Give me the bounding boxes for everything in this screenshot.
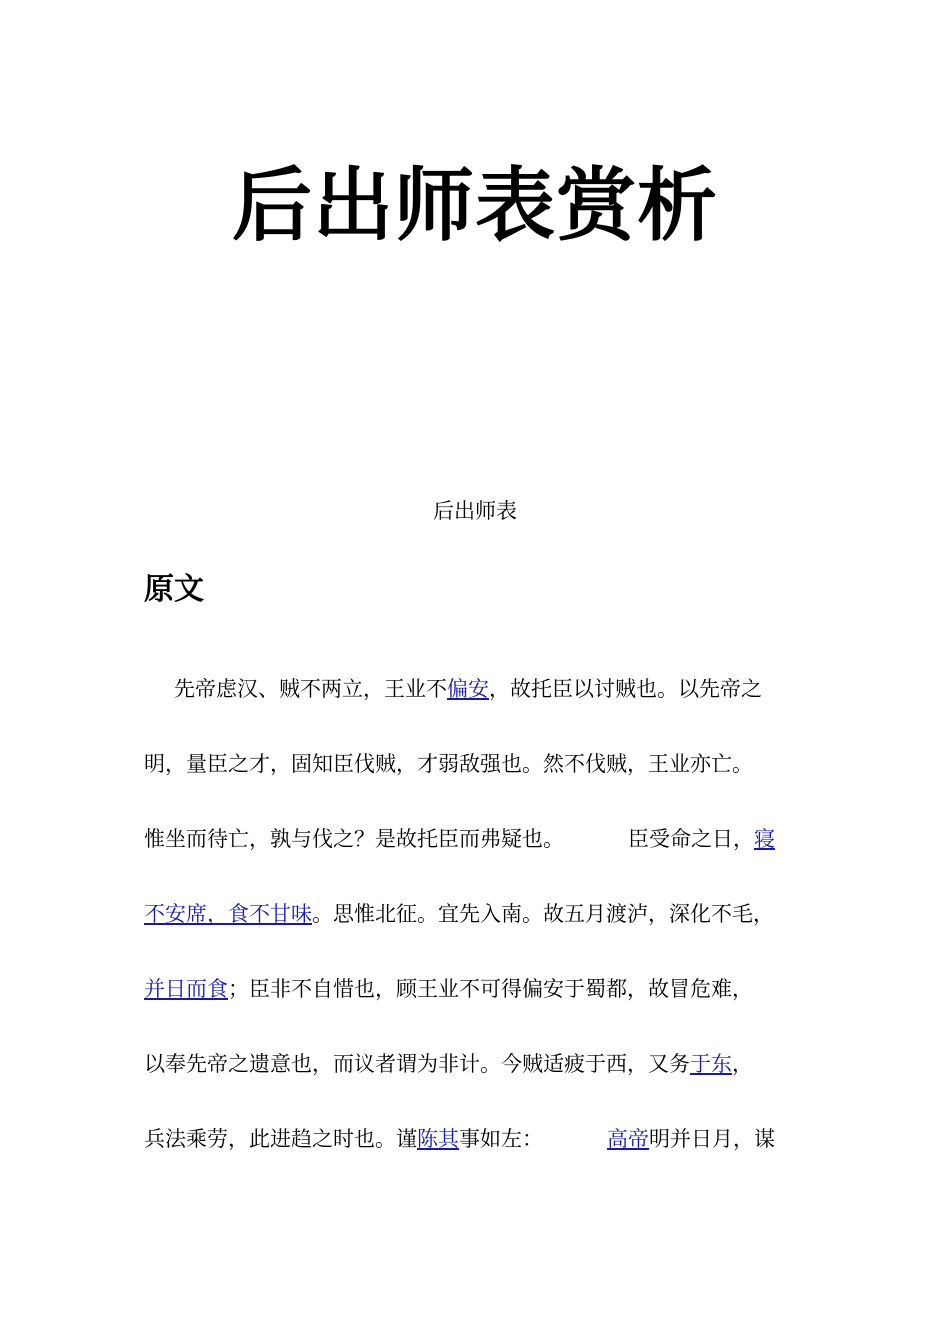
- section-heading-original-text: 原文: [144, 572, 204, 607]
- text-segment: 臣受命之日，: [628, 827, 754, 851]
- annotation-link-qin[interactable]: 寝: [754, 827, 775, 851]
- document-title: 后出师表赏析: [232, 159, 718, 252]
- text-segment: 惟坐而待亡，孰与伐之？是故托臣而弗疑也。: [144, 827, 564, 851]
- text-segment: ，故托臣以讨贼也。以先帝之: [489, 677, 762, 701]
- text-line: [144, 877, 824, 952]
- text-line: [144, 1027, 824, 1102]
- text-segment: ，: [732, 1052, 753, 1076]
- document-subtitle: 后出师表: [433, 499, 517, 523]
- text-line: [144, 952, 824, 1027]
- original-text-body: [144, 652, 824, 1177]
- annotation-link-bu-an-xi[interactable]: 不安席，食不甘味: [144, 902, 312, 926]
- text-line: [144, 652, 824, 727]
- text-line: [144, 727, 824, 802]
- text-line: [144, 1102, 824, 1177]
- annotation-link-chen-qi[interactable]: 陈其: [417, 1127, 459, 1151]
- annotation-link-pian-an[interactable]: 偏安: [447, 677, 489, 701]
- text-segment: 以奉先帝之遗意也，而议者谓为非计。今贼适疲于西，又务: [144, 1052, 690, 1076]
- text-segment: 明并日月，谋: [649, 1127, 775, 1151]
- annotation-link-gao-di[interactable]: 高帝: [607, 1127, 649, 1151]
- annotation-link-bing-ri-er-shi[interactable]: 并日而食: [144, 977, 228, 1001]
- text-segment: 明，量臣之才，固知臣伐贼，才弱敌强也。然不伐贼，王业亦亡。: [144, 752, 753, 776]
- text-segment: 事如左：: [459, 1127, 543, 1151]
- text-segment: 兵法乘劳，此进趋之时也。谨: [144, 1127, 417, 1151]
- text-segment: 。思惟北征。宜先入南。故五月渡泸，深化不毛，: [312, 902, 774, 926]
- text-line: [144, 802, 824, 877]
- annotation-link-yu-dong[interactable]: 于东: [690, 1052, 732, 1076]
- text-segment: 先帝虑汉、贼不两立，王业不: [174, 677, 447, 701]
- text-segment: ；臣非不自惜也，顾王业不可得偏安于蜀都，故冒危难，: [228, 977, 753, 1001]
